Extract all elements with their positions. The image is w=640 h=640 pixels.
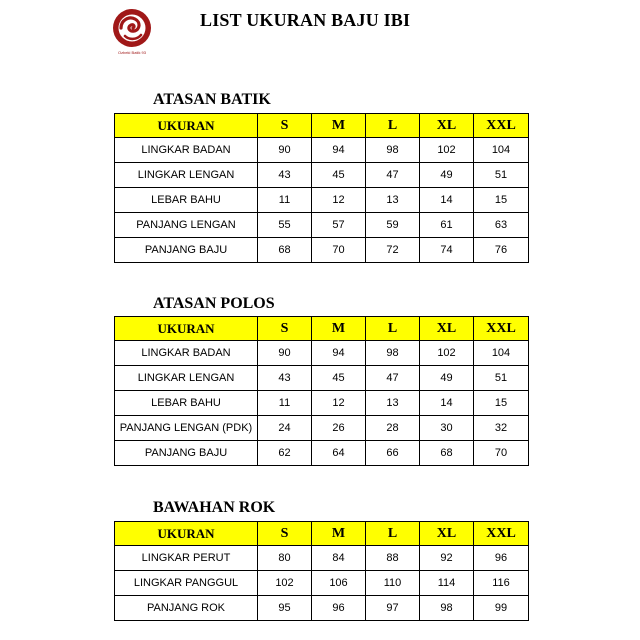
table-cell: 64	[312, 441, 366, 466]
column-header: XL	[420, 317, 474, 341]
table-cell: 102	[420, 138, 474, 163]
table-row	[115, 571, 529, 596]
section-title-atasan-polos: ATASAN POLOS	[153, 295, 275, 312]
column-header: S	[258, 114, 312, 138]
table-cell: 43	[258, 163, 312, 188]
table-cell: 14	[420, 188, 474, 213]
column-header: XXL	[474, 522, 529, 546]
row-label: PANJANG LENGAN (PDK)	[115, 416, 258, 441]
table-cell: 104	[474, 341, 529, 366]
table-cell: 15	[474, 391, 529, 416]
size-table-atasan-batik	[114, 113, 529, 263]
table-cell: 32	[474, 416, 529, 441]
table-cell: 49	[420, 163, 474, 188]
table-row	[115, 366, 529, 391]
row-label: PANJANG LENGAN	[115, 213, 258, 238]
size-table-atasan-polos	[114, 316, 529, 466]
row-label: LINGKAR LENGAN	[115, 163, 258, 188]
table-cell: 11	[258, 391, 312, 416]
table-cell: 49	[420, 366, 474, 391]
table-cell: 57	[312, 213, 366, 238]
table-row	[115, 546, 529, 571]
table-row	[115, 138, 529, 163]
page-title: LIST UKURAN BAJU IBI	[200, 10, 411, 30]
table-cell: 96	[474, 546, 529, 571]
column-header: UKURAN	[115, 114, 258, 138]
table-cell: 98	[366, 138, 420, 163]
table-cell: 116	[474, 571, 529, 596]
table-row	[115, 238, 529, 263]
column-header: S	[258, 317, 312, 341]
table-cell: 104	[474, 138, 529, 163]
table-cell: 28	[366, 416, 420, 441]
table-cell: 15	[474, 188, 529, 213]
table-cell: 68	[258, 238, 312, 263]
table-cell: 98	[420, 596, 474, 621]
column-header: M	[312, 317, 366, 341]
table-cell: 114	[420, 571, 474, 596]
table-cell: 55	[258, 213, 312, 238]
column-header: L	[366, 522, 420, 546]
table-cell: 14	[420, 391, 474, 416]
table-cell: 12	[312, 391, 366, 416]
column-header: L	[366, 114, 420, 138]
table-cell: 47	[366, 163, 420, 188]
table-cell: 68	[420, 441, 474, 466]
table-cell: 43	[258, 366, 312, 391]
table-cell: 26	[312, 416, 366, 441]
table-header-row	[115, 522, 529, 546]
table-cell: 90	[258, 341, 312, 366]
row-label: PANJANG ROK	[115, 596, 258, 621]
table-cell: 80	[258, 546, 312, 571]
column-header: XL	[420, 114, 474, 138]
table-cell: 94	[312, 341, 366, 366]
table-cell: 13	[366, 188, 420, 213]
row-label: PANJANG BAJU	[115, 238, 258, 263]
table-row	[115, 213, 529, 238]
table-cell: 45	[312, 163, 366, 188]
table-cell: 74	[420, 238, 474, 263]
table-row	[115, 416, 529, 441]
row-label: LINGKAR PANGGUL	[115, 571, 258, 596]
table-cell: 102	[420, 341, 474, 366]
table-header-row	[115, 114, 529, 138]
table-cell: 102	[258, 571, 312, 596]
row-label: LINGKAR LENGAN	[115, 366, 258, 391]
column-header: XXL	[474, 114, 529, 138]
table-cell: 24	[258, 416, 312, 441]
table-cell: 99	[474, 596, 529, 621]
table-row	[115, 188, 529, 213]
row-label: LEBAR BAHU	[115, 188, 258, 213]
column-header: XL	[420, 522, 474, 546]
table-cell: 92	[420, 546, 474, 571]
section-title-atasan-batik: ATASAN BATIK	[153, 91, 271, 108]
table-row	[115, 341, 529, 366]
row-label: LEBAR BAHU	[115, 391, 258, 416]
table-cell: 61	[420, 213, 474, 238]
table-cell: 59	[366, 213, 420, 238]
table-row	[115, 163, 529, 188]
column-header: S	[258, 522, 312, 546]
section-title-bawahan-rok: BAWAHAN ROK	[153, 499, 276, 516]
table-cell: 47	[366, 366, 420, 391]
table-cell: 94	[312, 138, 366, 163]
table-cell: 98	[366, 341, 420, 366]
table-cell: 106	[312, 571, 366, 596]
table-header-row	[115, 317, 529, 341]
table-cell: 88	[366, 546, 420, 571]
logo-caption: Ozbeki Batik 93	[117, 50, 146, 55]
column-header: UKURAN	[115, 317, 258, 341]
table-cell: 84	[312, 546, 366, 571]
table-cell: 90	[258, 138, 312, 163]
table-cell: 76	[474, 238, 529, 263]
table-cell: 11	[258, 188, 312, 213]
table-cell: 66	[366, 441, 420, 466]
row-label: LINGKAR BADAN	[115, 138, 258, 163]
table-cell: 45	[312, 366, 366, 391]
table-row	[115, 391, 529, 416]
brand-logo	[107, 6, 157, 60]
column-header: UKURAN	[115, 522, 258, 546]
row-label: LINGKAR BADAN	[115, 341, 258, 366]
row-label: LINGKAR PERUT	[115, 546, 258, 571]
column-header: M	[312, 114, 366, 138]
size-table-bawahan-rok	[114, 521, 529, 621]
table-cell: 72	[366, 238, 420, 263]
column-header: L	[366, 317, 420, 341]
table-cell: 30	[420, 416, 474, 441]
table-cell: 12	[312, 188, 366, 213]
table-cell: 13	[366, 391, 420, 416]
table-cell: 62	[258, 441, 312, 466]
table-cell: 70	[474, 441, 529, 466]
column-header: XXL	[474, 317, 529, 341]
table-cell: 63	[474, 213, 529, 238]
table-cell: 96	[312, 596, 366, 621]
column-header: M	[312, 522, 366, 546]
row-label: PANJANG BAJU	[115, 441, 258, 466]
table-row	[115, 596, 529, 621]
table-cell: 97	[366, 596, 420, 621]
table-cell: 51	[474, 366, 529, 391]
table-cell: 110	[366, 571, 420, 596]
table-row	[115, 441, 529, 466]
table-cell: 95	[258, 596, 312, 621]
table-cell: 51	[474, 163, 529, 188]
table-cell: 70	[312, 238, 366, 263]
